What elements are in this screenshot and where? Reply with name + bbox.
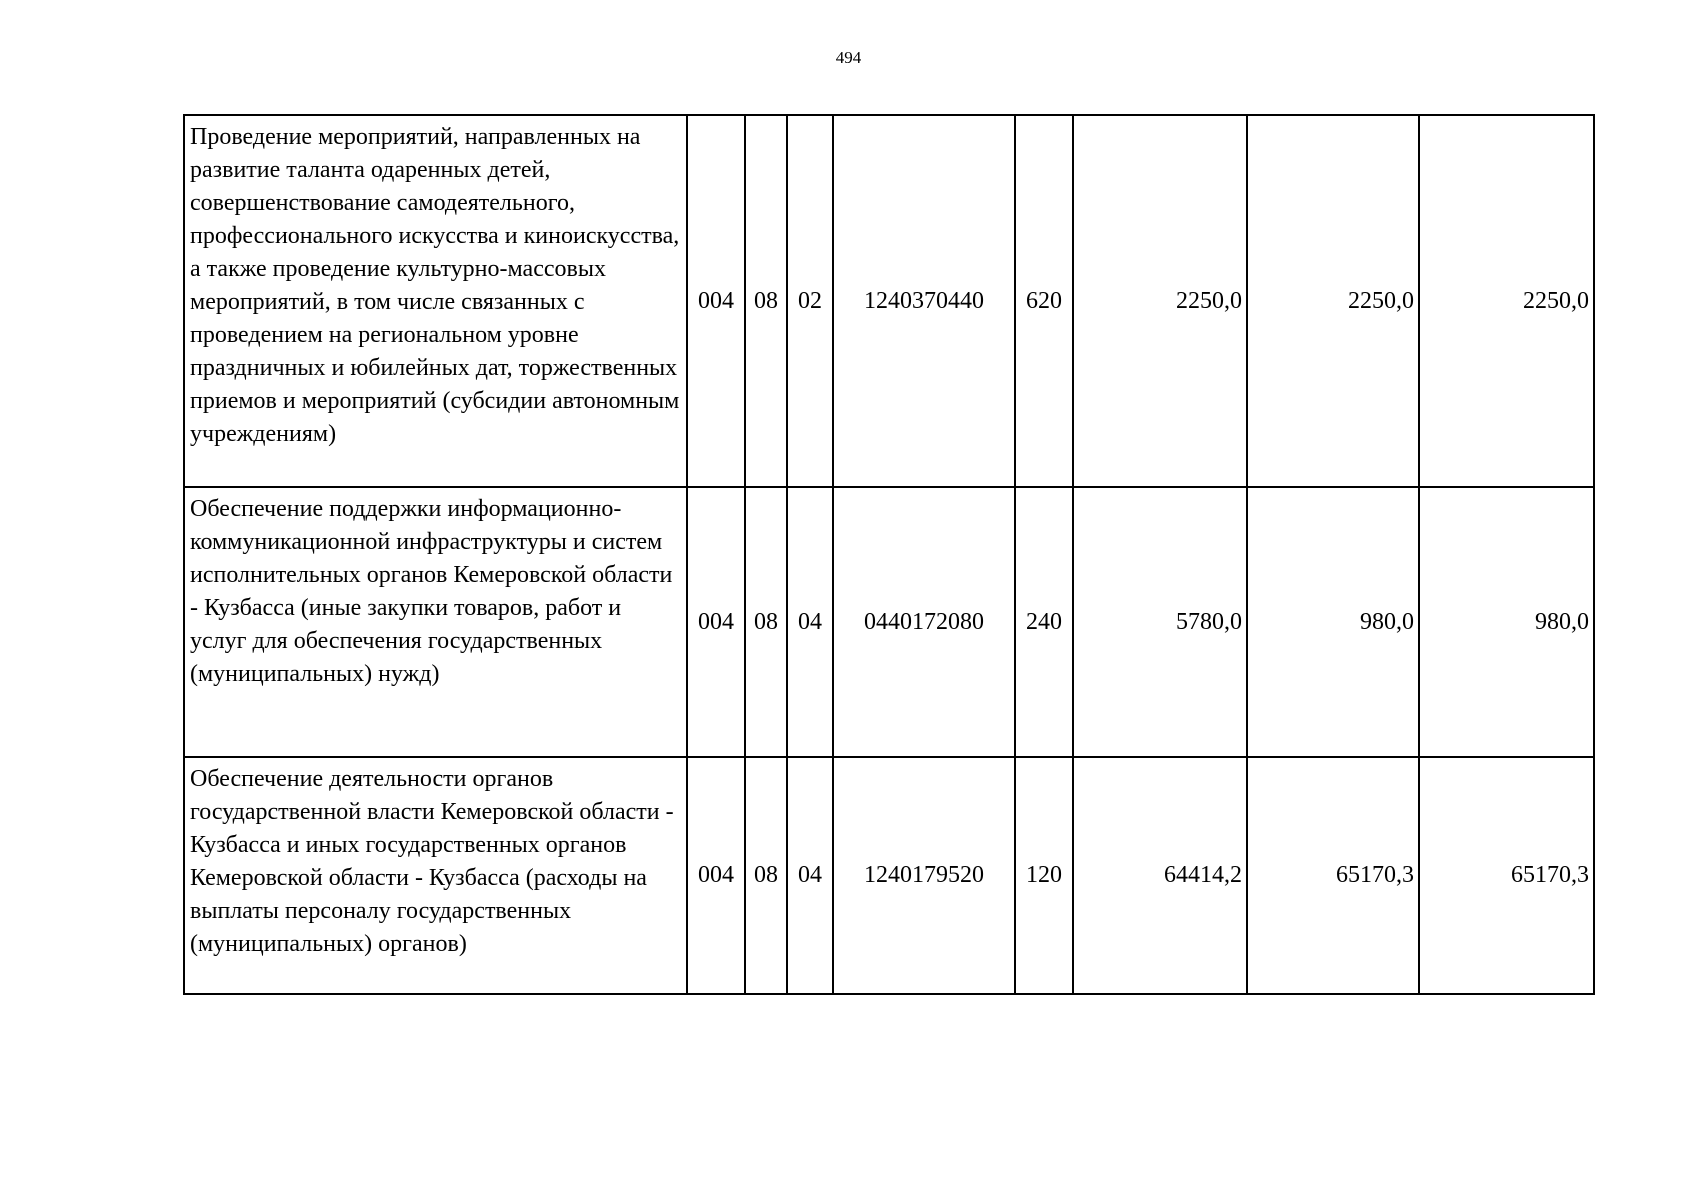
table-row — [184, 487, 1594, 757]
section-code: 08 — [745, 115, 787, 487]
ministry-code: 004 — [687, 115, 745, 487]
amount-3: 65170,3 — [1419, 757, 1594, 994]
amount-1: 2250,0 — [1073, 115, 1247, 487]
amount-2: 65170,3 — [1247, 757, 1419, 994]
expense-type-code: 120 — [1015, 757, 1073, 994]
ministry-code: 004 — [687, 487, 745, 757]
row-description: Проведение мероприятий, направленных на развитие таланта одаренных детей, совершенствование самодеятельного, профессионального искусства и киноискусства, а также проведение культурно-массовых мероприятий, в том числе связанных с проведением на региональном уровне праздничных и юбилейных дат, торжественных приемов и мероприятий (субсидии автономным учреждениям) — [184, 115, 687, 487]
amount-3: 2250,0 — [1419, 115, 1594, 487]
page-number: 494 — [835, 48, 862, 67]
table-row — [184, 115, 1594, 487]
subsection-code: 04 — [787, 757, 833, 994]
expense-type-code: 620 — [1015, 115, 1073, 487]
amount-1: 64414,2 — [1073, 757, 1247, 994]
subsection-code: 02 — [787, 115, 833, 487]
row-description: Обеспечение деятельности органов государственной власти Кемеровской области - Кузбасса и иных государственных органов Кемеровской области - Кузбасса (расходы на выплаты персоналу государственных (муниципальных) органов) — [184, 757, 687, 994]
section-code: 08 — [745, 487, 787, 757]
amount-2: 980,0 — [1247, 487, 1419, 757]
target-article-code: 0440172080 — [833, 487, 1015, 757]
table-row — [184, 757, 1594, 994]
target-article-code: 1240179520 — [833, 757, 1015, 994]
subsection-code: 04 — [787, 487, 833, 757]
row-description: Обеспечение поддержки информационно-коммуникационной инфраструктуры и систем исполнительных органов Кемеровской области - Кузбасса (иные закупки товаров, работ и услуг для обеспечения государственных (муниципальных) нужд) — [184, 487, 687, 757]
target-article-code: 1240370440 — [833, 115, 1015, 487]
section-code: 08 — [745, 757, 787, 994]
expense-type-code: 240 — [1015, 487, 1073, 757]
amount-1: 5780,0 — [1073, 487, 1247, 757]
amount-2: 2250,0 — [1247, 115, 1419, 487]
ministry-code: 004 — [687, 757, 745, 994]
budget-table — [183, 114, 1595, 995]
amount-3: 980,0 — [1419, 487, 1594, 757]
